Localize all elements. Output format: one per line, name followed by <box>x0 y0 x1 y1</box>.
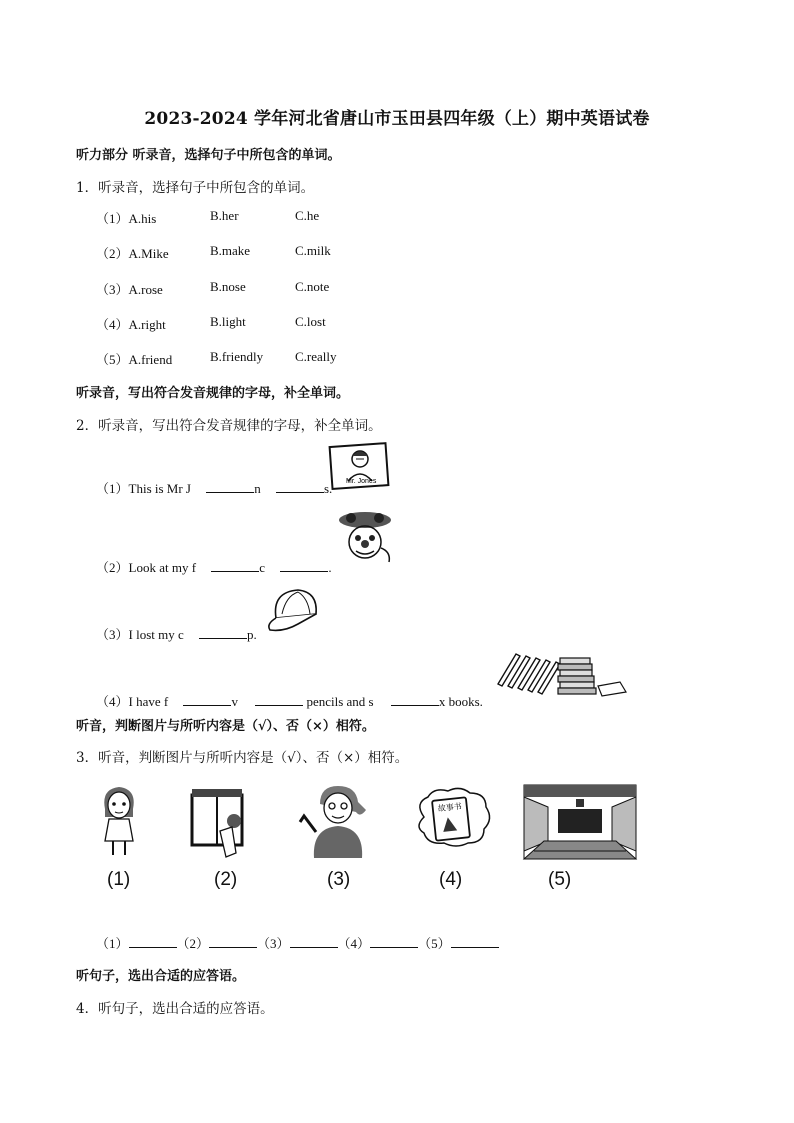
answer-blank[interactable] <box>209 947 257 948</box>
option-c: C.note <box>295 279 330 294</box>
option-b: B.her <box>210 208 239 223</box>
section-heading-phonics: 听录音，写出符合发音规律的字母，补全单词。 <box>76 386 350 401</box>
sentence-text: Look at my f <box>128 560 197 575</box>
storybook-picture <box>414 787 492 849</box>
classroom-picture <box>524 785 636 859</box>
picture-label: (4) <box>439 869 463 890</box>
book-title: 故事书 <box>437 801 463 814</box>
sentence-text: x books. <box>438 694 483 709</box>
option-b: B.friendly <box>210 349 264 364</box>
option-a: A.his <box>128 211 157 226</box>
sentence-text: s. <box>324 481 333 496</box>
mr-jones-portrait-picture <box>330 441 390 489</box>
sentence-text: v <box>231 694 238 709</box>
q1-item-3 <box>96 279 163 298</box>
item-number: （4） <box>337 936 371 951</box>
option-c: C.he <box>295 208 320 223</box>
sentence-text: n <box>254 481 261 496</box>
answer-blank[interactable] <box>290 947 338 948</box>
picture-label: (1) <box>107 869 131 890</box>
q1-item-2 <box>96 243 169 262</box>
sentence-text: pencils and s <box>306 694 374 709</box>
answer-blank[interactable] <box>255 705 303 706</box>
section-heading-judge: 听音，判断图片与所听内容是（√）、否（×）相符。 <box>76 719 375 734</box>
q1-item-1 <box>96 208 156 227</box>
picture-label: (3) <box>327 869 351 890</box>
sentence-text: c <box>259 560 266 575</box>
woman-picture <box>298 782 374 860</box>
sign-text: Mr. Jones <box>346 478 377 485</box>
item-number: （4） <box>96 317 129 332</box>
item-number: （3） <box>257 936 290 951</box>
option-c: C.really <box>295 349 337 364</box>
q2-item-1 <box>96 478 332 497</box>
q1-item-5 <box>96 349 172 368</box>
answer-blank[interactable] <box>129 947 177 948</box>
option-c: C.lost <box>295 314 326 329</box>
answer-blank[interactable] <box>199 638 247 639</box>
q2-item-3 <box>96 624 257 643</box>
item-number: （1） <box>96 211 129 226</box>
section-heading-response: 听句子，选出合适的应答语。 <box>76 969 246 984</box>
item-number: （1） <box>96 936 129 951</box>
item-number: （1） <box>96 481 129 496</box>
q2-item-4 <box>96 691 483 710</box>
item-number: （4） <box>96 694 129 709</box>
question-1-label: 1．听录音，选择句子中所包含的单词。 <box>76 180 315 196</box>
picture-label: (5) <box>548 869 572 890</box>
question-4-label: 4．听句子，选出合适的应答语。 <box>76 1001 274 1017</box>
answer-blank[interactable] <box>370 947 418 948</box>
sentence-text: This is Mr J <box>128 481 191 496</box>
answer-blank[interactable] <box>211 571 259 572</box>
item-number: （2） <box>96 246 129 261</box>
q1-item-4 <box>96 314 166 333</box>
cap-picture <box>262 584 322 636</box>
option-a: A.rose <box>128 282 163 297</box>
option-a: A.friend <box>128 352 173 367</box>
option-a: A.right <box>128 317 166 332</box>
answer-blank[interactable] <box>451 947 499 948</box>
option-c: C.milk <box>295 243 331 258</box>
option-a: A.Mike <box>128 246 169 261</box>
item-number: （2） <box>176 936 210 951</box>
section-heading-listening: 听力部分 听录音，选择句子中所包含的单词。 <box>76 148 341 163</box>
item-number: （5） <box>96 352 129 367</box>
question-3-label: 3．听音，判断图片与所听内容是（√）、否（×）相符。 <box>76 750 409 766</box>
sentence-text: p. <box>247 627 257 642</box>
q2-item-2 <box>96 557 332 576</box>
answer-blank[interactable] <box>206 492 254 493</box>
item-number: （3） <box>96 627 129 642</box>
q3-answer-row <box>96 933 499 952</box>
option-b: B.nose <box>210 279 246 294</box>
funny-face-picture <box>335 508 397 566</box>
item-number: （5） <box>418 936 451 951</box>
question-2-label: 2．听录音，写出符合发音规律的字母，补全单词。 <box>76 418 382 434</box>
page-title: 2023-2024 学年河北省唐山市玉田县四年级（上）期中英语试卷 <box>144 109 650 129</box>
answer-blank[interactable] <box>183 705 231 706</box>
sentence-text: . <box>328 560 332 575</box>
item-number: （3） <box>96 282 129 297</box>
picture-label: (2) <box>214 869 238 890</box>
sentence-text: I have f <box>128 694 169 709</box>
pencils-and-books-picture <box>494 650 630 698</box>
answer-blank[interactable] <box>280 571 328 572</box>
option-b: B.make <box>210 243 251 258</box>
answer-blank[interactable] <box>391 705 439 706</box>
sentence-text: I lost my c <box>128 627 184 642</box>
answer-blank[interactable] <box>276 492 324 493</box>
option-b: B.light <box>210 314 246 329</box>
window-picture <box>190 787 252 859</box>
item-number: （2） <box>96 560 129 575</box>
girl-picture <box>97 783 141 859</box>
